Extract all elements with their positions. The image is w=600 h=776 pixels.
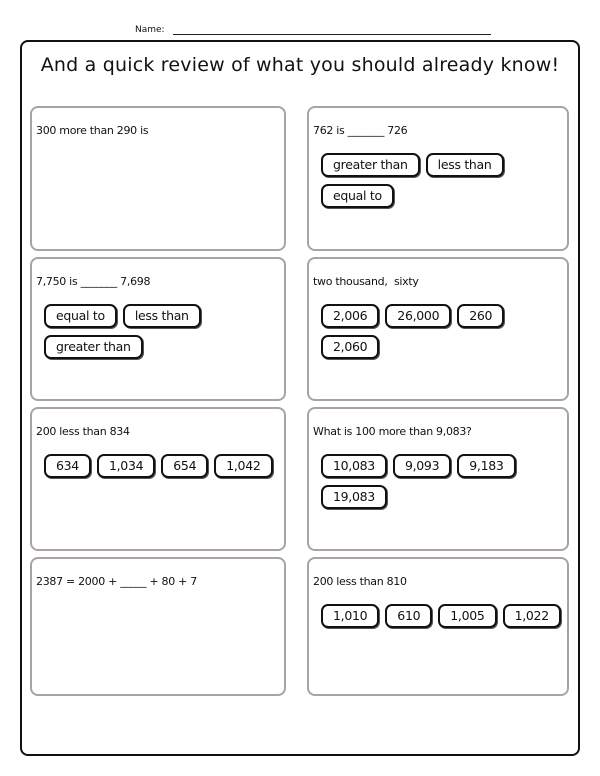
answer-option[interactable]: greater than [44,335,143,359]
answer-option[interactable]: 2,060 [321,335,379,359]
answer-options [313,604,561,628]
answer-option[interactable]: 654 [161,454,208,478]
answer-option[interactable]: 1,034 [97,454,155,478]
answer-options [313,153,561,208]
answer-options [313,454,561,509]
question-text: 762 is _______ 726 [313,124,408,137]
question-card [30,557,286,696]
answer-option[interactable]: 1,022 [503,604,561,628]
answer-option[interactable]: greater than [321,153,420,177]
name-label: Name: [135,25,165,35]
question-text: 200 less than 810 [313,575,407,588]
answer-option[interactable]: less than [123,304,201,328]
answer-options [313,304,561,359]
answer-option[interactable]: equal to [44,304,117,328]
question-text: What is 100 more than 9,083? [313,425,472,438]
question-card [307,106,569,251]
question-card [307,557,569,696]
answer-option[interactable]: 9,183 [457,454,515,478]
answer-option[interactable]: equal to [321,184,394,208]
question-card [307,407,569,551]
question-card [307,257,569,401]
answer-options [36,454,284,478]
question-text: 2387 = 2000 + _____ + 80 + 7 [36,575,197,588]
answer-option[interactable]: 9,093 [393,454,451,478]
answer-option[interactable]: 634 [44,454,91,478]
answer-option[interactable]: 2,006 [321,304,379,328]
answer-option[interactable]: 1,005 [438,604,496,628]
question-card [30,106,286,251]
question-text: two thousand, sixty [313,275,419,288]
name-input-line[interactable] [173,24,491,35]
answer-option[interactable]: 1,042 [214,454,272,478]
question-text: 300 more than 290 is [36,124,149,137]
page-title: And a quick review of what you should already know! [40,54,560,76]
question-card [30,257,286,401]
question-card [30,407,286,551]
answer-option[interactable]: 26,000 [385,304,451,328]
answer-option[interactable]: 610 [385,604,432,628]
answer-option[interactable]: less than [426,153,504,177]
answer-option[interactable]: 10,083 [321,454,387,478]
name-field [135,24,491,35]
answer-options [36,304,284,359]
answer-option[interactable]: 260 [457,304,504,328]
answer-option[interactable]: 19,083 [321,485,387,509]
question-text: 200 less than 834 [36,425,130,438]
question-text: 7,750 is _______ 7,698 [36,275,151,288]
answer-option[interactable]: 1,010 [321,604,379,628]
